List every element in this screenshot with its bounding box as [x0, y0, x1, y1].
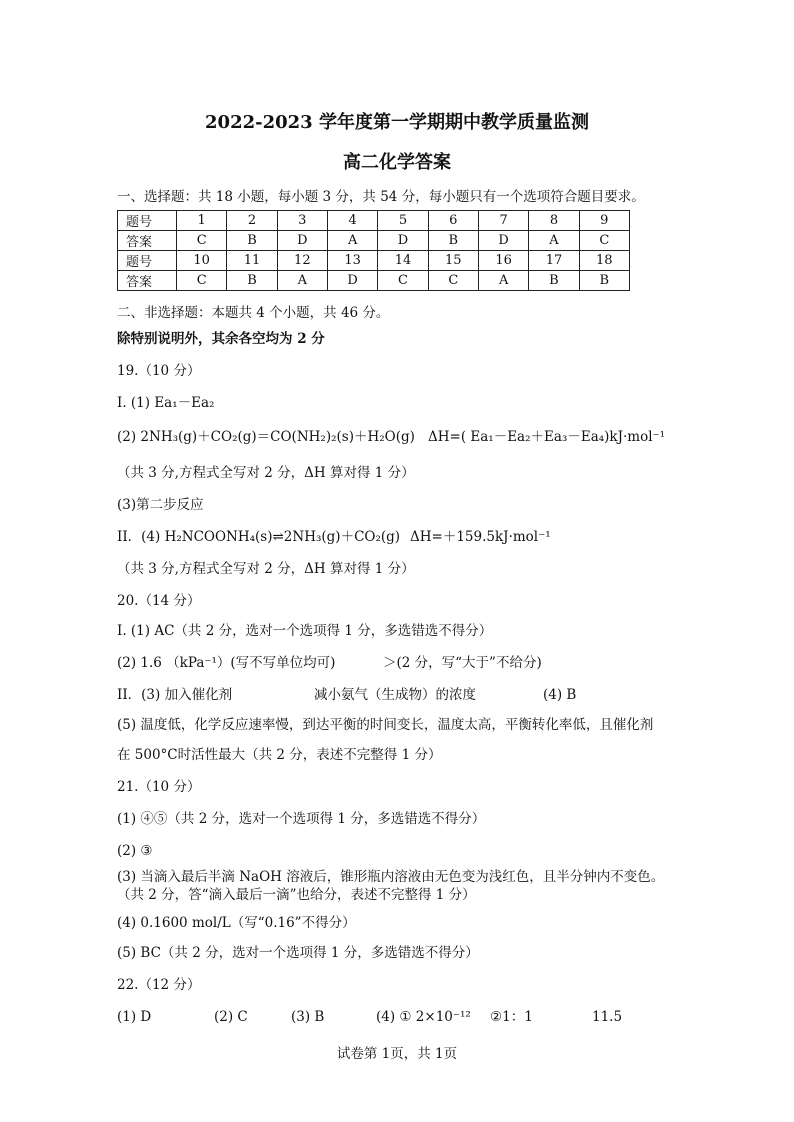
- table-cell: 13: [327, 251, 377, 271]
- q20-ii5b: 在 500°C时活性最大（共 2 分，表述不完整得 1 分）: [117, 747, 442, 763]
- table-cell: 5: [378, 211, 428, 231]
- q21-a5: (5) BC（共 2 分，选对一个选项得 1 分，多选错选不得分）: [117, 945, 479, 961]
- q21-a2: (2) ③: [117, 843, 153, 859]
- table-row-label: 题号: [118, 251, 177, 271]
- table-row: [118, 251, 630, 271]
- table-cell: B: [579, 271, 629, 291]
- table-cell: D: [378, 231, 428, 251]
- table-cell: A: [529, 231, 579, 251]
- table-cell: C: [177, 231, 227, 251]
- table-cell: B: [428, 231, 478, 251]
- q20-ii3b: 减小氨气（生成物）的浓度: [314, 687, 476, 703]
- q21-a3a: (3) 当滴入最后半滴 NaOH 溶液后，锥形瓶内溶液由无色变为浅红色，且半分钟内不变色。: [117, 869, 665, 885]
- q21-a4: (4) 0.1600 mol/L（写“0.16”不得分）: [117, 915, 356, 931]
- table-cell: 16: [478, 251, 528, 271]
- table-cell: 9: [579, 211, 629, 231]
- page-title: 2022-2023 学年度第一学期期中教学质量监测: [205, 112, 589, 133]
- q19-i2-enthalpy: ΔH=( Ea₁－Ea₂＋Ea₃－Ea₄)kJ·mol⁻¹: [428, 429, 666, 445]
- table-cell: A: [478, 271, 528, 291]
- q21-a1: (1) ④⑤（共 2 分，选对一个选项得 1 分，多选错选不得分）: [117, 811, 486, 827]
- q20-ii3a: II．(3) 加入催化剂: [117, 687, 233, 703]
- table-cell: 17: [529, 251, 579, 271]
- q19-ii4-enthalpy: ΔH=＋159.5kJ·mol⁻¹: [410, 529, 551, 545]
- q20-ii5a: (5) 温度低，化学反应速率慢，到达平衡的时间变长，温度太高，平衡转化率低，且催化剂: [117, 717, 654, 733]
- q20-i2a: (2) 1.6 （kPa⁻¹）(写不写单位均可): [117, 655, 336, 671]
- q20-ii4: (4) B: [543, 687, 577, 703]
- q19-i1: I. (1) Ea₁－Ea₂: [117, 395, 215, 411]
- table-cell: 18: [579, 251, 629, 271]
- table-row: [118, 231, 630, 251]
- table-cell: B: [227, 271, 277, 291]
- q22-a4b: ②1：1: [490, 1009, 533, 1025]
- table-row: [118, 271, 630, 291]
- q20-i1: I. (1) AC（共 2 分，选对一个选项得 1 分，多选错选不得分）: [117, 623, 493, 639]
- q22-a4a: (4) ① 2×10⁻¹²: [376, 1009, 471, 1025]
- table-row-label: 答案: [118, 231, 177, 251]
- table-cell: C: [378, 271, 428, 291]
- scoring-note: 除特别说明外，其余各空均为 2 分: [117, 331, 325, 347]
- q22-a3: (3) B: [291, 1009, 325, 1025]
- table-cell: D: [277, 231, 327, 251]
- table-row-label: 答案: [118, 271, 177, 291]
- table-cell: 11: [227, 251, 277, 271]
- q21-header: 21.（10 分）: [117, 779, 201, 795]
- table-cell: 15: [428, 251, 478, 271]
- q21-a3b: （共 2 分，答“滴入最后一滴”也给分，表述不完整得 1 分）: [117, 887, 476, 903]
- q22-a1: (1) D: [117, 1009, 152, 1025]
- q22-a4c: 11.5: [592, 1009, 623, 1025]
- q19-ii4-equation: II．(4) H₂NCOONH₄(s)⇌2NH₃(g)＋CO₂(g): [117, 529, 401, 545]
- q19-header: 19.（10 分）: [117, 363, 201, 379]
- table-cell: 4: [327, 211, 377, 231]
- q20-header: 20.（14 分）: [117, 593, 201, 609]
- q20-i2b: ＞(2 分，写“大于”不给分): [383, 655, 542, 671]
- table-cell: B: [529, 271, 579, 291]
- page-subtitle: 高二化学答案: [343, 152, 451, 173]
- table-cell: A: [277, 271, 327, 291]
- q19-i2-equation: (2) 2NH₃(g)＋CO₂(g)＝CO(NH₂)₂(s)＋H₂O(g): [117, 429, 415, 445]
- table-row: [118, 211, 630, 231]
- table-cell: 14: [378, 251, 428, 271]
- section1-heading: 一、选择题：共 18 小题，每小题 3 分，共 54 分，每小题只有一个选项符合题目要求。: [117, 189, 645, 205]
- table-cell: A: [327, 231, 377, 251]
- q19-i2-note: （共 3 分,方程式全写对 2 分，ΔH 算对得 1 分）: [117, 465, 415, 481]
- table-cell: 8: [529, 211, 579, 231]
- q19-i3: (3)第二步反应: [117, 497, 204, 513]
- table-cell: 6: [428, 211, 478, 231]
- table-cell: 12: [277, 251, 327, 271]
- table-row-label: 题号: [118, 211, 177, 231]
- table-cell: C: [428, 271, 478, 291]
- table-cell: 3: [277, 211, 327, 231]
- table-cell: 2: [227, 211, 277, 231]
- q19-ii4-note: （共 3 分,方程式全写对 2 分，ΔH 算对得 1 分）: [117, 561, 415, 577]
- q22-a2: (2) C: [214, 1009, 248, 1025]
- table-cell: 1: [177, 211, 227, 231]
- table-cell: 7: [478, 211, 528, 231]
- q22-header: 22.（12 分）: [117, 977, 201, 993]
- table-cell: C: [177, 271, 227, 291]
- table-cell: B: [227, 231, 277, 251]
- table-cell: D: [478, 231, 528, 251]
- table-cell: C: [579, 231, 629, 251]
- page-footer: 试卷第 1页，共 1页: [336, 1046, 458, 1062]
- answer-table: [117, 210, 630, 291]
- table-cell: 10: [177, 251, 227, 271]
- section2-heading: 二、非选择题：本题共 4 个小题，共 46 分。: [117, 305, 390, 321]
- table-cell: D: [327, 271, 377, 291]
